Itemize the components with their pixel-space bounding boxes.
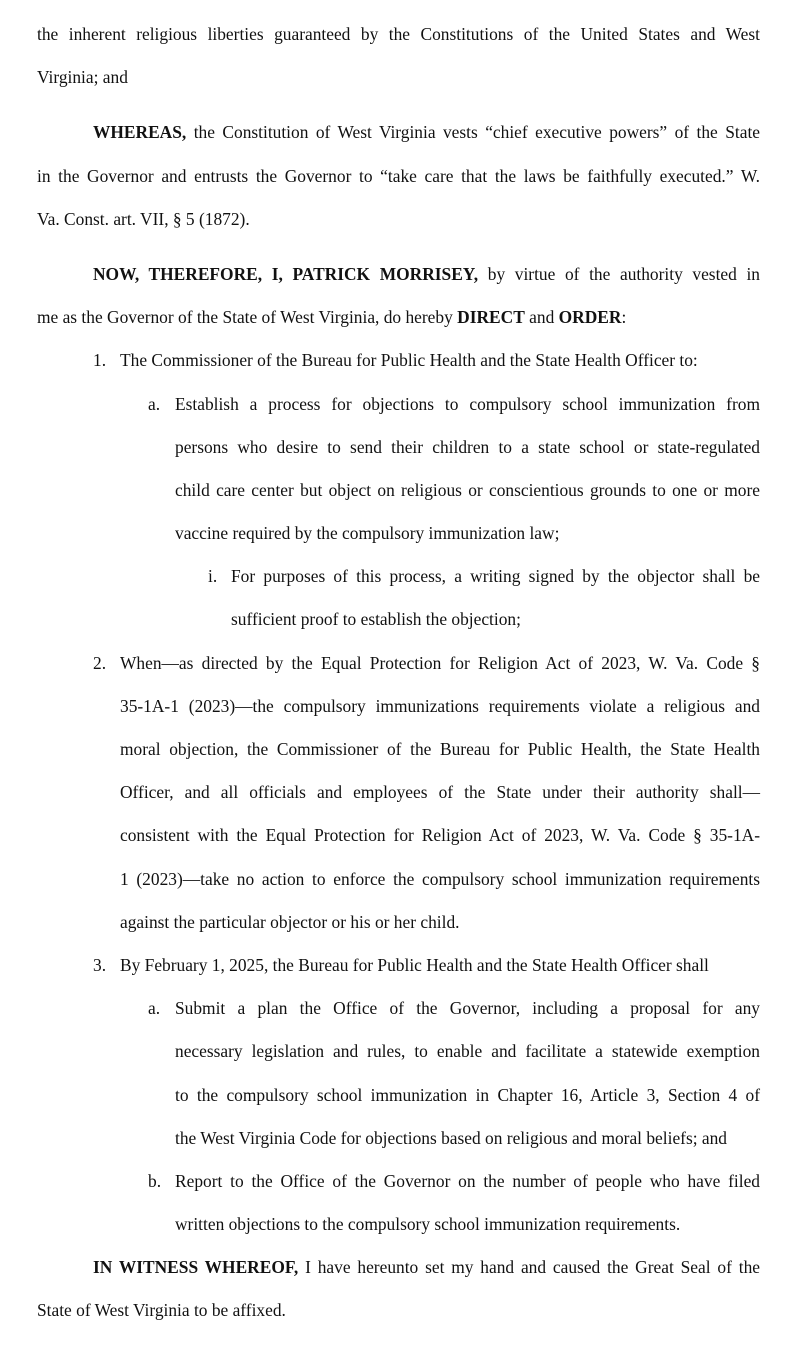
text-line: [120, 642, 760, 685]
list-item: [148, 987, 760, 1160]
text-line: [120, 944, 760, 987]
text-line: [175, 1203, 760, 1246]
text: against the particular objector or his or her child.: [120, 911, 460, 932]
text: consistent with the Equal Protection for Religion Act of 2023, W. Va. Code § 35-1A-: [120, 825, 760, 846]
list-item: [148, 1160, 760, 1246]
text: For purposes of this process, a writing signed by the objector shall be: [231, 566, 760, 587]
text-line: [37, 13, 760, 56]
text-line: [231, 555, 760, 598]
text: persons who desire to send their children to a state school or state-regulated: [175, 436, 760, 457]
text-line: [175, 383, 760, 426]
text-line: [120, 858, 760, 901]
text-line: [37, 155, 760, 198]
text-line: [37, 1246, 760, 1289]
bold-text: WHEREAS,: [93, 122, 187, 143]
text: written objections to the compulsory school immunization requirements.: [175, 1214, 681, 1235]
text-line: [231, 598, 760, 641]
text: Submit a plan the Office of the Governor, including a proposal for any: [175, 998, 760, 1019]
document-page: [37, 13, 760, 1333]
list-marker: i.: [208, 566, 218, 587]
text: vaccine required by the compulsory immunization law;: [175, 523, 560, 544]
text-line: [175, 469, 760, 512]
text: the West Virginia Code for objections based on religious and moral beliefs; and: [175, 1127, 728, 1148]
list-item: [93, 944, 760, 987]
list-item: [148, 383, 760, 556]
text: me as the Governor of the State of West Virginia, do hereby: [37, 307, 458, 328]
text: 1 (2023)—take no action to enforce the compulsory school immunization requirements: [120, 868, 760, 889]
text-line: [175, 512, 760, 555]
list-marker: a.: [148, 998, 161, 1019]
text-line: [37, 111, 760, 154]
text: By February 1, 2025, the Bureau for Public Health and the State Health Officer shall: [120, 954, 709, 975]
list-marker: 1.: [93, 350, 107, 371]
paragraph: [37, 111, 760, 241]
text-line: [120, 339, 760, 382]
list-marker: 3.: [93, 954, 107, 975]
text: Virginia; and: [37, 67, 128, 88]
text: Va. Const. art. VII, § 5 (1872).: [37, 208, 250, 229]
text-line: [37, 253, 760, 296]
text: necessary legislation and rules, to enable and facilitate a statewide exemption: [175, 1041, 760, 1062]
bold-text: ORDER: [558, 307, 622, 328]
text: by virtue of the authority vested in: [478, 263, 760, 284]
bold-text: DIRECT: [457, 307, 525, 328]
text-line: [37, 56, 760, 99]
text-line: [37, 198, 760, 241]
list-item: [208, 555, 760, 641]
text: in the Governor and entrusts the Governor to “take care that the laws be faithfully executed.” W.: [37, 165, 760, 186]
bold-text: NOW, THEREFORE, I, PATRICK MORRISEY,: [93, 263, 479, 284]
text: moral objection, the Commissioner of the Bureau for Public Health, the State Health: [120, 739, 760, 759]
list-marker: a.: [148, 393, 161, 414]
text: I have hereunto set my hand and caused the Great Seal of the: [298, 1257, 760, 1278]
text-line: [175, 426, 760, 469]
text-line: [120, 728, 760, 771]
list-marker: 2.: [93, 652, 107, 673]
text: sufficient proof to establish the objection;: [231, 609, 521, 630]
text-line: [120, 901, 760, 944]
text-line: [175, 987, 760, 1030]
text: Report to the Office of the Governor on the number of people who have filed: [175, 1170, 760, 1191]
text-line: [37, 296, 760, 339]
text-line: [120, 685, 760, 728]
paragraph: [37, 1246, 760, 1332]
text-line: [120, 771, 760, 814]
text: 35-1A-1 (2023)—the compulsory immunizations requirements violate a religious and: [120, 695, 760, 716]
paragraph: [37, 13, 760, 99]
text: and: [524, 307, 559, 328]
text: State of West Virginia to be affixed.: [37, 1300, 286, 1321]
text: the inherent religious liberties guaranteed by the Constitutions of the United States and West: [37, 24, 760, 44]
text: child care center but object on religious or conscientious grounds to one or more: [175, 479, 760, 500]
text: The Commissioner of the Bureau for Public Health and the State Health Officer to:: [120, 350, 698, 371]
text: to the compulsory school immunization in Chapter 16, Article 3, Section 4 of: [175, 1084, 760, 1105]
text-line: [175, 1074, 760, 1117]
list-item: [93, 642, 760, 944]
text-line: [175, 1030, 760, 1073]
text: Establish a process for objections to compulsory school immunization from: [175, 393, 760, 414]
list-item: [93, 339, 760, 382]
text-line: [37, 1289, 760, 1332]
text-line: [175, 1117, 760, 1160]
text: the Constitution of West Virginia vests “chief executive powers” of the State: [186, 122, 760, 143]
bold-text: IN WITNESS WHEREOF,: [93, 1257, 299, 1278]
list-marker: b.: [148, 1170, 162, 1191]
text-line: [175, 1160, 760, 1203]
text: Officer, and all officials and employees of the State under their authority shall—: [120, 782, 760, 803]
paragraph: [37, 253, 760, 339]
text-line: [120, 814, 760, 857]
text: When—as directed by the Equal Protection for Religion Act of 2023, W. Va. Code §: [120, 652, 760, 673]
text: :: [621, 307, 627, 328]
